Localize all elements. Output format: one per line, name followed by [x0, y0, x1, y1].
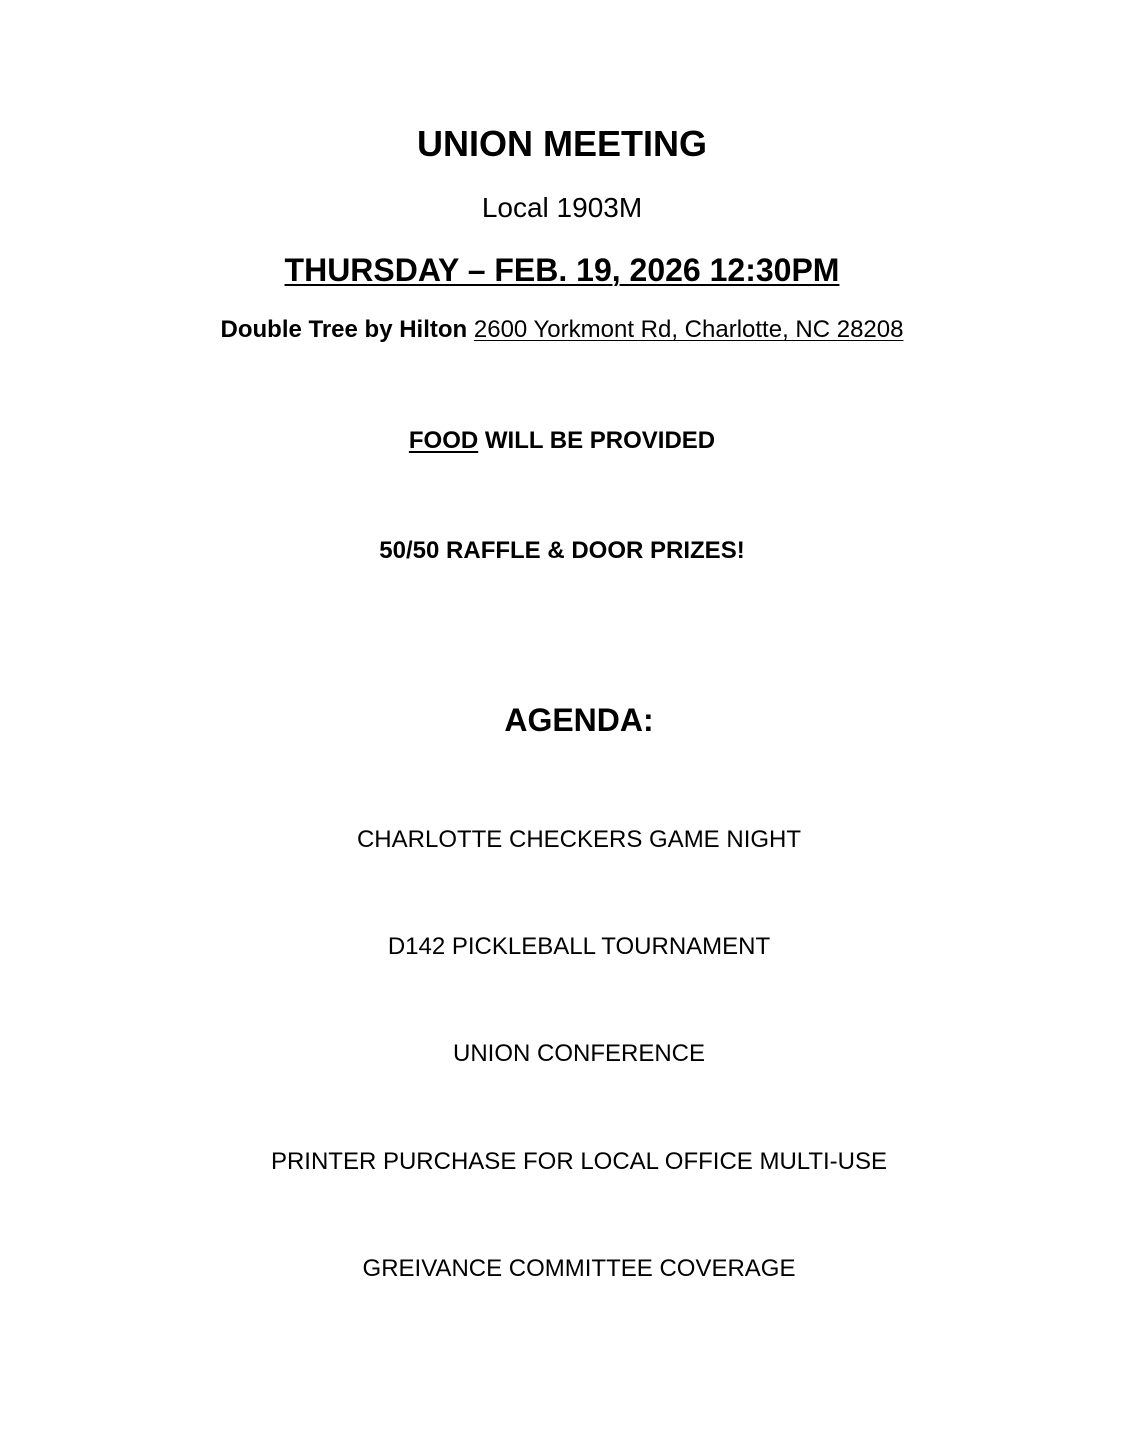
- agenda-item: PRINTER PURCHASE FOR LOCAL OFFICE MULTI-USE: [270, 1148, 888, 1175]
- venue-name: Double Tree by Hilton: [220, 316, 468, 343]
- page-title: UNION MEETING: [416, 123, 707, 164]
- agenda-item: GREIVANCE COMMITTEE COVERAGE: [362, 1255, 796, 1282]
- food-emphasis: FOOD: [408, 427, 479, 454]
- agenda-heading: AGENDA:: [504, 702, 654, 738]
- food-notice: [0, 429, 1124, 453]
- food-notice-rest: WILL BE PROVIDED: [478, 427, 716, 454]
- venue-address: 2600 Yorkmont Rd, Charlotte, NC 28208: [473, 316, 904, 343]
- agenda-item: CHARLOTTE CHECKERS GAME NIGHT: [356, 826, 802, 853]
- meeting-date-time: [0, 254, 1124, 286]
- agenda-item: UNION CONFERENCE: [452, 1040, 705, 1067]
- meeting-date-time-text: THURSDAY – FEB. 19, 2026 12:30PM: [284, 252, 840, 288]
- raffle-notice: 50/50 RAFFLE & DOOR PRIZES!: [379, 537, 745, 564]
- venue-line: [0, 318, 1124, 342]
- local-number: Local 1903M: [481, 192, 643, 223]
- agenda-item: D142 PICKLEBALL TOURNAMENT: [387, 933, 771, 960]
